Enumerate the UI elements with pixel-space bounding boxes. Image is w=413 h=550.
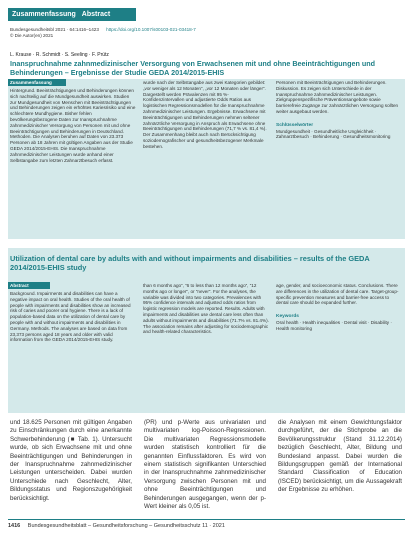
abstract-heading: Abstract [8,282,50,289]
keywords-de: Mundgesundheit · Gesundheitliche Ungleichheit · Zahnarztbesuch · Behinderung · Gesundheitsmonitoring [276,128,391,140]
journal-citation [10,27,196,32]
zusammenfassung-col1-text: Hintergrund. Beeinträchtigungen und Behinderungen können sich nachteilig auf die Mundgesundheit auswirken. Studien zur Mundgesundheit von Menschen mit Beeinträchtigungen und Behinderungen zeigen ein erhöhtes Kariesrisiko und eine schlechtere Mundhygiene. Bisher fehlen bevölkerungsbezogene Daten zur Inanspruchnahme zahnmedizinischer Versorgung von Personen mit und ohne Beeinträchtigungen und Behinderungen in Deutschland. Methoden. Die Analysen beruhen auf Daten von 23.373 Personen ab 18 Jahren mit gültigen Angaben aus der Studie GEDA 2014/2015-EHIS. Die Inanspruchnahme zahnmedizinischer Leistungen wurde anhand einer Selbstangabe zum letzten Zahnarztbesuch erfasst. [10,88,136,163]
zusammenfassung-col3 [276,80,402,140]
section-header-abstract-label: Abstract [81,11,111,18]
abstract-col1 [10,291,136,343]
german-abstract-box [8,79,405,239]
body-col3: die Analysen mit einem Gewichtungsfaktor durchgeführt, der die Stichprobe an die Bevölkerungsstruktur (Stand 31.12.2014) bezüglich Geschlecht, Alter, Bildung und Bundesland anpasst. Dabei wurden die Bildungsgruppen gemäß der International Standard Classification of Education (ISCED) berücksichtigt, um die Aussagekraft der Ergebnisse zu erhöhen. [278,419,402,494]
keywords-heading-en: Keywords [276,314,299,320]
keywords-en: Oral health · Health inequalities · Dental visit · Disability · Health monitoring [276,319,392,331]
citation-text: Bundesgesundheitsbl 2021 · 64:1416–1423 [10,27,99,32]
journal-name-footer: Bundesgesundheitsblatt – Gesundheitsforschung – Gesundheitsschutz 11 · 2021 [27,523,225,529]
article-title-english: Utilization of dental care by adults with and without impairments and disabilities – results of the GEDA 2014/2015-EHIS study [10,254,370,272]
zusammenfassung-col1 [10,88,136,163]
zusammenfassung-col2-text: wurde nach der Selbstangabe aus zwei Kategorien gebildet: „vor weniger als 12 Monaten“, „vor 12 Monaten oder länger“. Dargestellt werden Prävalenzen mit 95 %-Konfidenzintervallen und adjustierte Odds Ratios aus logistischen Regressionsmodellen für die Inanspruchnahme zahnmedizinischer Leistungen. Ergebnisse. Erwachsene mit Beeinträchtigungen und Behinderungen nehmen seltener zahnärztliche Versorgung in Anspruch als Erwachsene ohne Beeinträchtigungen und Behinderungen (71,7 % vs. 81,4 %). Der Zusammenhang bleibt auch nach Berücksichtigung soziodemografischer und gesundheitsbezogener Merkmale bestehen. [143,80,267,149]
abstract-col2-text: than 6 months ago”, “6 to less than 12 months ago”, “12 months ago or longer”, or “never”. For the analyses, the variable was divided into two categories. Prevalences with 95% confidence intervals and adjusted odds ratios from logistic regression models are reported. Results. Adults with impairments and disabilities use dental care less often than adults without impairments and disabilities (71.7% vs. 81.4%). The association remains after adjusting for sociodemographic and health-related characteristics. [143,283,269,335]
keywords-heading-de: Schlüsselwörter [276,122,314,128]
section-header-label: Zusammenfassung [12,11,76,18]
zusammenfassung-heading: Zusammenfassung [8,79,66,86]
doi-link[interactable]: https://doi.org/10.1007/s00103-021-03418-7 [106,27,196,32]
copyright-notice: © Die Autor(en) 2021 [10,33,54,38]
body-col2: (PR) und p-Werte aus univariaten und multivariaten log-Poisson-Regressionen. Die multivariaten Regressionsmodelle wurden statistisch kontrolliert für die genannten Einflussfaktoren. Es wird von einem statistisch signifikanten Unterschied in der Inanspruchnahme zahnmedizinischer Versorgung zwischen Personen mit und ohne Beeinträchtigungen und Behinderungen ausgegangen, wenn der p-Wert kleiner als 0,05 ist. [144,419,266,511]
section-header-bar [8,8,136,21]
abstract-col3 [276,283,402,332]
english-abstract-content [8,282,405,413]
abstract-col1-text: Background. Impairments and disabilities can have a negative impact on oral health. Studies of the oral health of people with impairments and disabilities show an increased risk of caries and poorer oral hygiene. There is a lack of population-based data on the utilization of dental care by people with and without impairments and disabilities in Germany. Methods. The analyses are based on data from 23,373 persons aged 18 years and older with valid information from the GEDA 2014/2015-EHIS study. [10,291,131,343]
abstract-col2 [143,283,269,335]
body-col1: und 18.625 Personen mit gültigen Angaben zu Einschränkungen durch eine anerkannte Schwerbehinderung (■ Tab. 1). Untersucht wurde, ob sich Erwachsene mit und ohne Beeinträchtigungen und Behinderungen in der Inanspruchnahme zahnmedizinischer Leistungen unterscheiden. Dabei wurden Unterschiede nach Geschlecht, Alter, Bildungsstatus und Regionszugehörigkeit berücksichtigt. [10,419,132,502]
zusammenfassung-col3-text: Personen mit Beeinträchtigungen und Behinderungen. Diskussion. Es zeigen sich Unterschiede in der Inanspruchnahme zahnmedizinischer Leistungen. Zielgruppenspezifische Präventionsangebote sowie barrierefreie Zugänge zur zahnärztlichen Versorgung sollten weiter ausgebaut werden. [276,80,399,114]
page-number: 1416 [8,523,21,529]
article-title-german: Inanspruchnahme zahnmedizinischer Versorgung von Erwachsenen mit und ohne Beeinträchtigungen und Behinderungen – Ergebnisse der Studie GEDA 2014/2015-EHIS [10,59,376,77]
abstract-col3-text: age, gender, and socioeconomic status. Conclusions. There are differences in the utilization of dental care. Target-group-specific prevention measures and barrier-free access to dental care should be expanded further. [276,283,399,306]
zusammenfassung-col2 [143,80,269,150]
page-footer [8,519,405,529]
author-list: L. Krause · R. Schmidt · S. Seeling · F. Prütz [10,52,109,58]
